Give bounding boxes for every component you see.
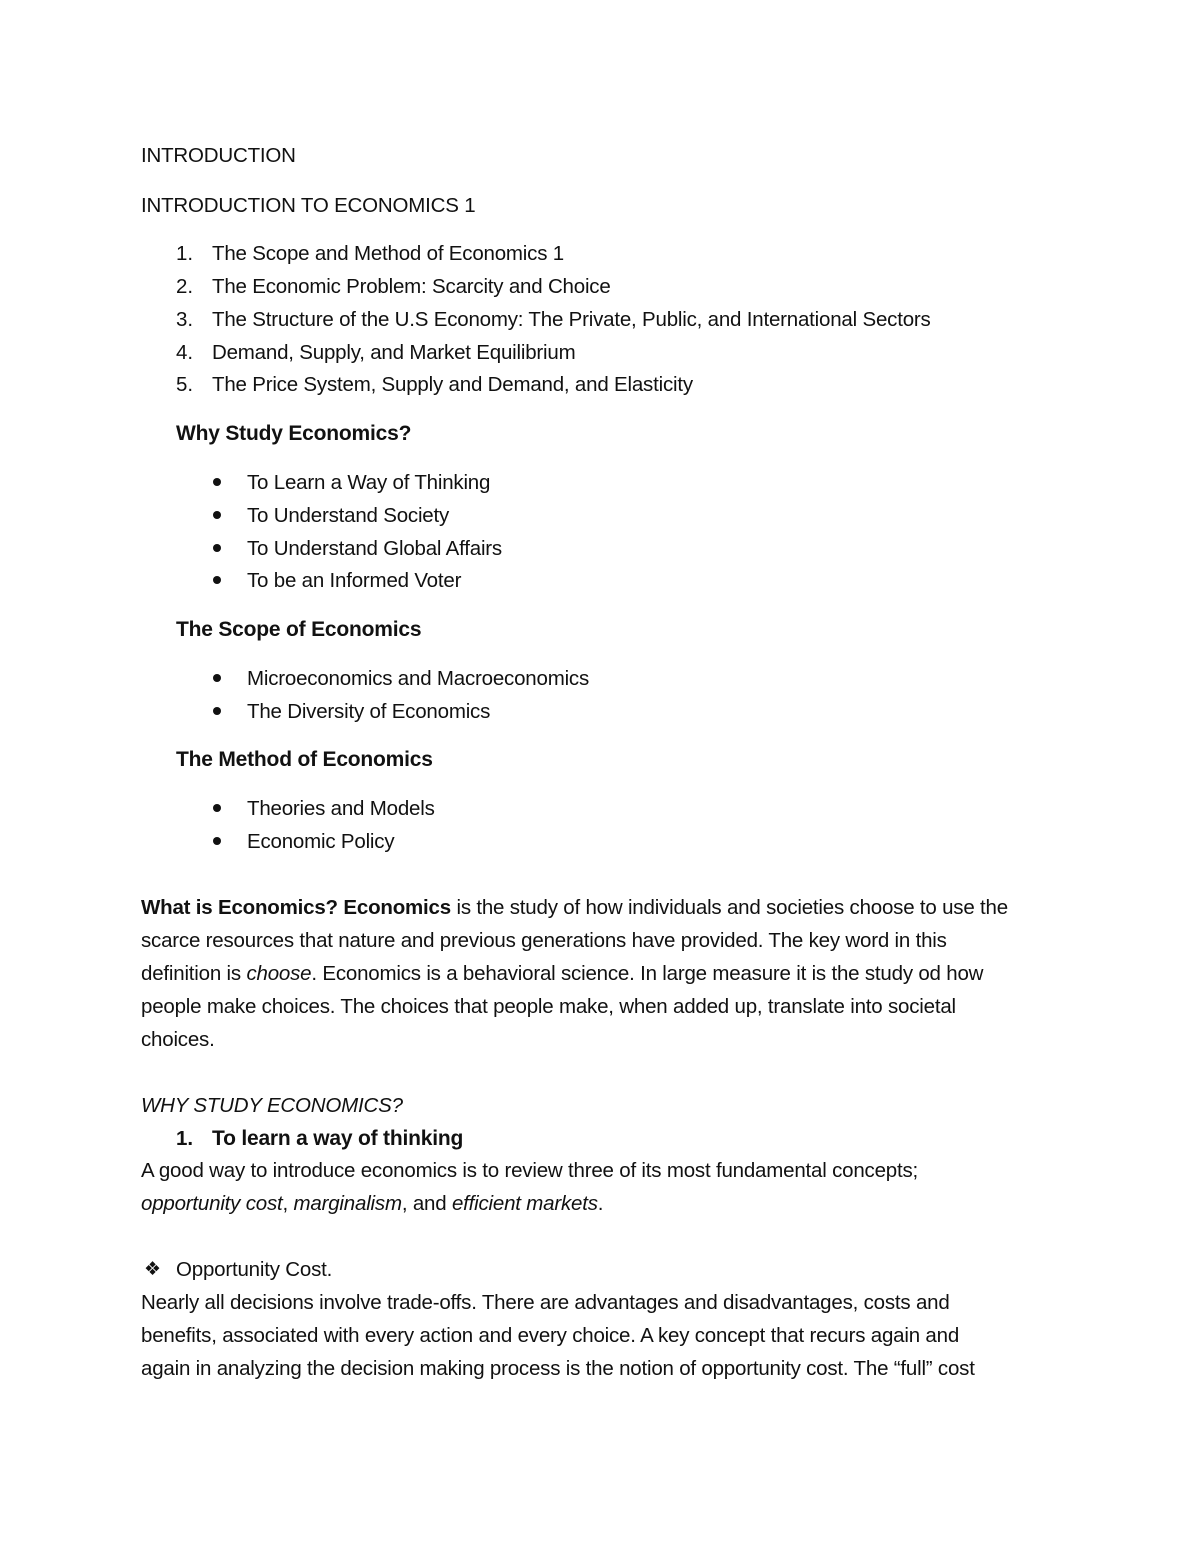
- definition-term: Economics: [343, 896, 451, 919]
- concept-term: opportunity cost: [141, 1192, 283, 1215]
- toc-item: The Economic Problem: Scarcity and Choice: [212, 275, 611, 298]
- diamond-bullet-icon: ❖: [144, 1259, 162, 1280]
- emphasis-text: choose: [246, 962, 312, 985]
- paragraph-line: again in analyzing the decision making process is the notion of opportunity cost. The “full” cost: [141, 1357, 975, 1380]
- opportunity-cost-title: Opportunity Cost.: [176, 1258, 333, 1281]
- toc-item: The Price System, Supply and Demand, and Elasticity: [212, 373, 693, 396]
- subheading-number: 1.: [176, 1127, 194, 1150]
- toc-number: 1.: [176, 242, 194, 265]
- concept-term: marginalism: [293, 1192, 402, 1215]
- document-subtitle: INTRODUCTION TO ECONOMICS 1: [141, 194, 476, 217]
- toc-number: 4.: [176, 341, 194, 364]
- section-heading: The Scope of Economics: [176, 618, 422, 641]
- definition-lead: What is Economics?: [141, 896, 338, 919]
- paragraph-line: [141, 1191, 603, 1217]
- toc-number: 5.: [176, 373, 194, 396]
- paragraph-line: [141, 895, 1008, 921]
- toc-item: Demand, Supply, and Market Equilibrium: [212, 341, 576, 364]
- paragraph-line: [141, 961, 983, 987]
- bullet-icon: [213, 478, 221, 486]
- bullet-icon: [213, 511, 221, 519]
- paragraph-line: A good way to introduce economics is to review three of its most fundamental concepts;: [141, 1159, 919, 1182]
- definition-text: is the study of how individuals and societies choose to use the: [450, 896, 1008, 919]
- toc-item: The Structure of the U.S Economy: The Private, Public, and International Sectors: [212, 308, 931, 331]
- paragraph-line: choices.: [141, 1028, 215, 1051]
- section-heading: Why Study Economics?: [176, 422, 412, 445]
- text-span: .: [597, 1192, 604, 1215]
- bullet-icon: [213, 576, 221, 584]
- bullet-icon: [213, 804, 221, 812]
- bullet-icon: [213, 544, 221, 552]
- paragraph-line: Nearly all decisions involve trade-offs. There are advantages and disadvantages, costs and: [141, 1291, 950, 1314]
- list-item: To Learn a Way of Thinking: [247, 471, 491, 494]
- bullet-icon: [213, 674, 221, 682]
- list-item: To Understand Global Affairs: [247, 537, 502, 560]
- concept-term: efficient markets: [451, 1192, 598, 1215]
- section-caps-heading: WHY STUDY ECONOMICS?: [141, 1094, 403, 1117]
- text-span: ,: [282, 1192, 294, 1215]
- text-span: . Economics is a behavioral science. In large measure it is the study od how: [311, 962, 984, 985]
- list-item: Microeconomics and Macroeconomics: [247, 667, 590, 690]
- text-span: , and: [401, 1192, 452, 1215]
- subheading: To learn a way of thinking: [212, 1127, 464, 1150]
- toc-item: The Scope and Method of Economics 1: [212, 242, 564, 265]
- paragraph-line: scarce resources that nature and previous generations have provided. The key word in this: [141, 929, 947, 952]
- bullet-icon: [213, 837, 221, 845]
- text-span: definition is: [141, 962, 247, 985]
- list-item: The Diversity of Economics: [247, 700, 491, 723]
- bullet-icon: [213, 707, 221, 715]
- paragraph-line: benefits, associated with every action and every choice. A key concept that recurs again and: [141, 1324, 960, 1347]
- toc-number: 2.: [176, 275, 194, 298]
- document-title: INTRODUCTION: [141, 144, 296, 167]
- list-item: Theories and Models: [247, 797, 435, 820]
- list-item: Economic Policy: [247, 830, 395, 853]
- list-item: To Understand Society: [247, 504, 450, 527]
- paragraph-line: people make choices. The choices that people make, when added up, translate into societal: [141, 995, 956, 1018]
- list-item: To be an Informed Voter: [247, 569, 462, 592]
- section-heading: The Method of Economics: [176, 748, 433, 771]
- toc-number: 3.: [176, 308, 194, 331]
